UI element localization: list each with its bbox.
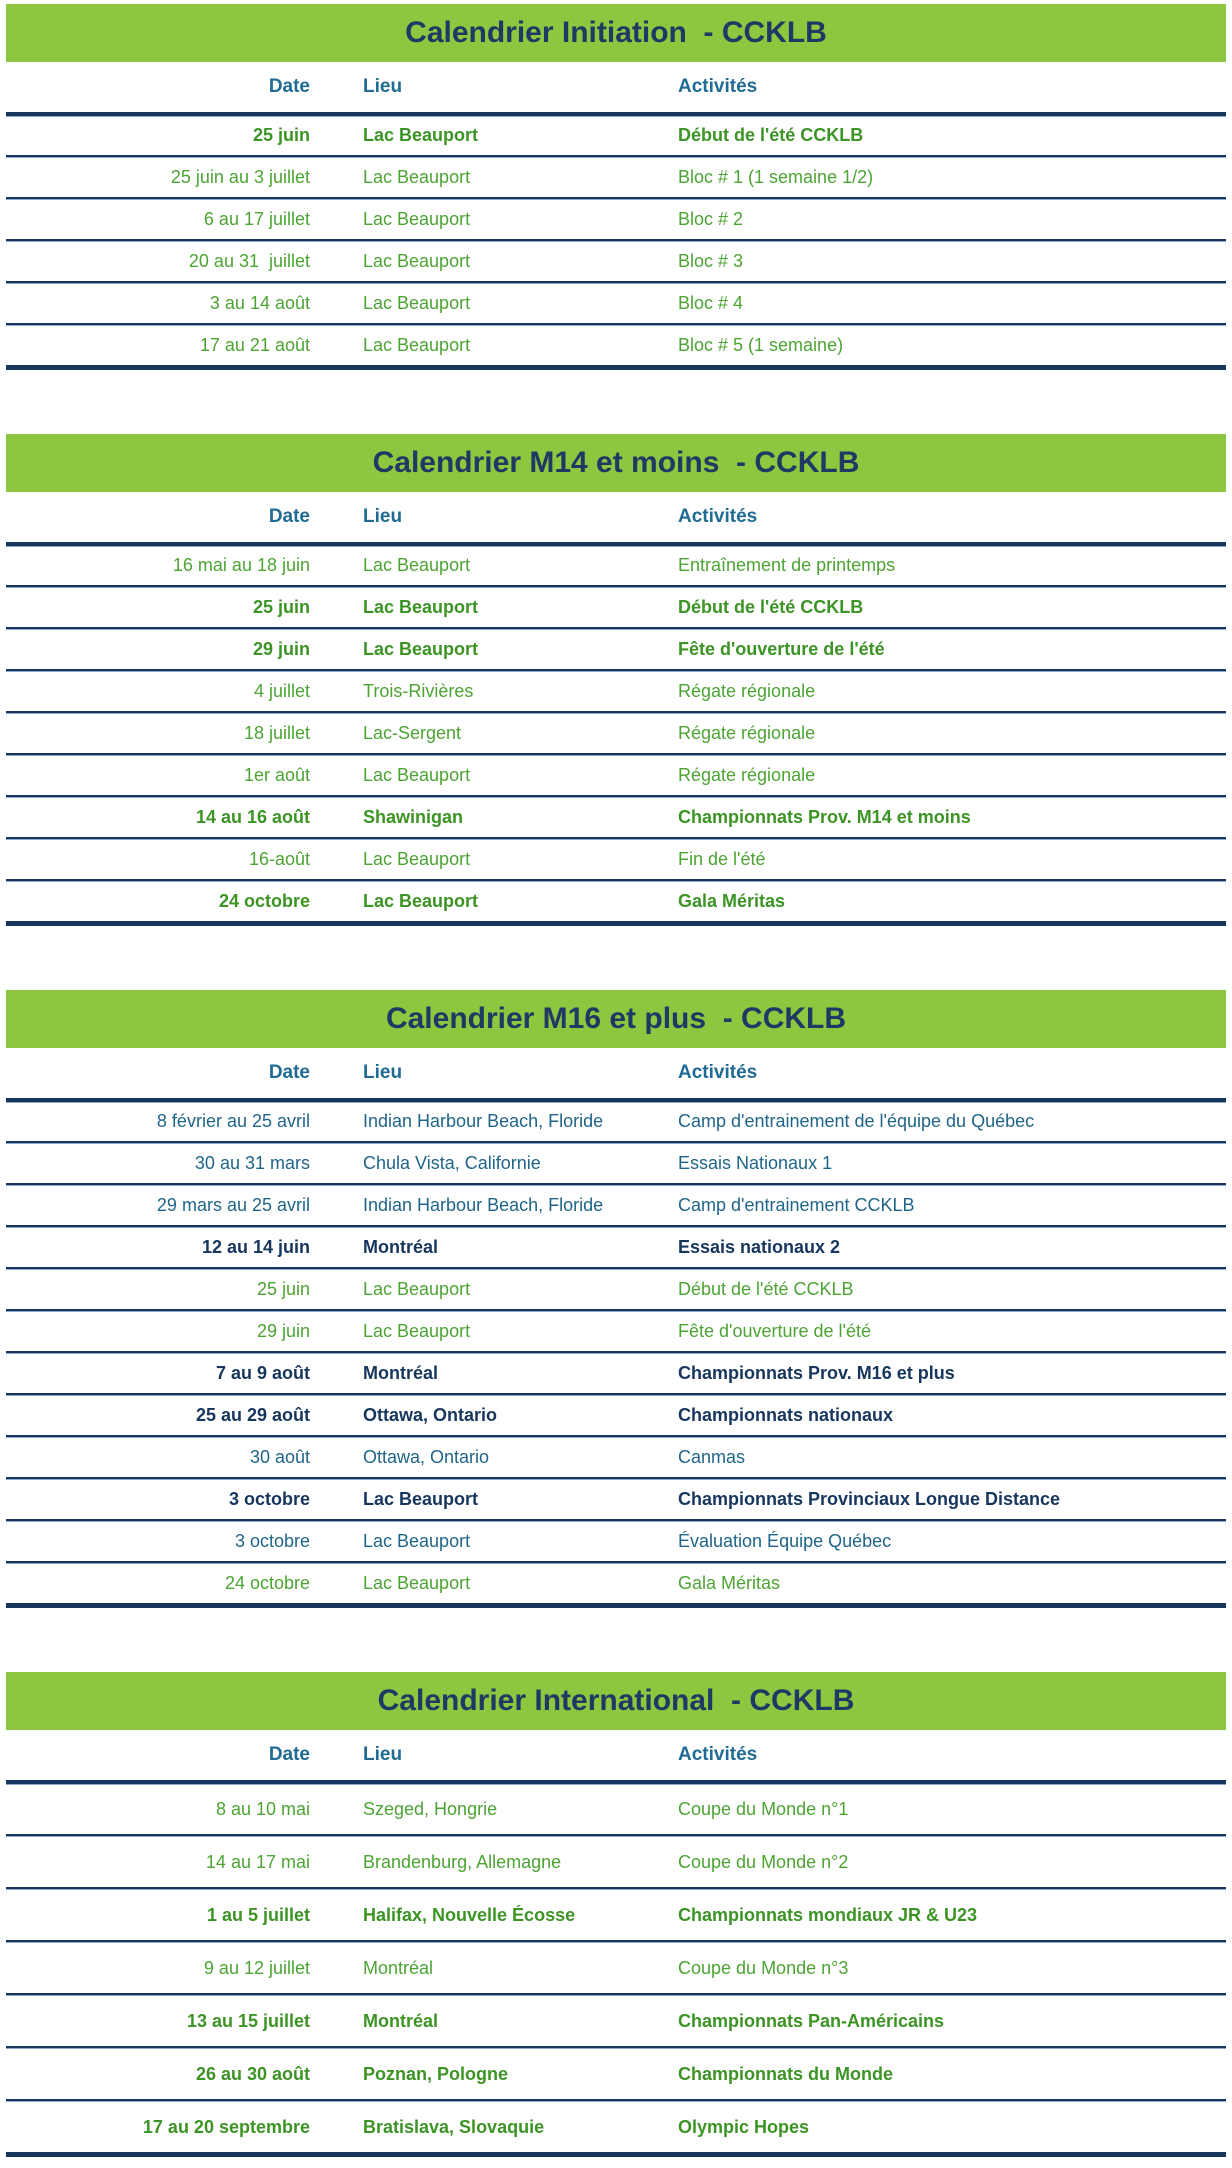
date-cell: 6 au 17 juillet [203, 209, 310, 229]
activite-cell: Gala Méritas [678, 891, 786, 911]
table-row [6, 756, 1226, 795]
calendar-section [6, 434, 1226, 926]
lieu-cell: Lac Beauport [363, 849, 471, 869]
activite-cell: Coupe du Monde n°3 [678, 1957, 849, 1978]
date-cell: 8 février au 25 avril [156, 1111, 310, 1131]
date-cell: 1 au 5 juillet [206, 1904, 310, 1925]
lieu-cell: Trois-Rivières [363, 681, 474, 701]
section-banner [6, 1672, 1226, 1730]
date-cell: 9 au 12 juillet [203, 1957, 310, 1978]
table-row [6, 2049, 1226, 2099]
table-row [6, 714, 1226, 753]
table-row [6, 1996, 1226, 2046]
column-headers [6, 1048, 1226, 1098]
table-row [6, 284, 1226, 323]
date-cell: 17 au 21 août [199, 335, 310, 355]
lieu-cell: Chula Vista, Californie [363, 1153, 541, 1173]
lieu-cell: Lac Beauport [363, 639, 479, 659]
date-cell: 25 juin [256, 1279, 310, 1299]
column-headers [6, 492, 1226, 542]
table-row [6, 798, 1226, 837]
activite-cell: Camp d'entrainement CCKLB [678, 1195, 915, 1215]
section-title: Calendrier Initiation - CCKLB [405, 16, 827, 49]
date-cell: 20 au 31 juillet [188, 251, 310, 271]
table-row [6, 2102, 1226, 2152]
table-row [6, 1480, 1226, 1519]
lieu-cell: Lac Beauport [363, 597, 479, 617]
lieu-cell: Lac-Sergent [363, 723, 462, 743]
lieu-cell: Shawinigan [363, 807, 464, 827]
column-header-lieu: Lieu [363, 76, 403, 97]
column-headers [6, 62, 1226, 112]
activite-cell: Essais Nationaux 1 [678, 1153, 833, 1173]
lieu-cell: Lac Beauport [363, 1321, 471, 1341]
section-title: Calendrier M14 et moins - CCKLB [372, 446, 860, 479]
lieu-cell: Lac Beauport [363, 251, 471, 271]
activite-cell: Championnats du Monde [678, 2063, 893, 2084]
date-cell: 4 juillet [253, 681, 310, 701]
activite-cell: Fête d'ouverture de l'été [678, 639, 885, 659]
activite-cell: Bloc # 2 [678, 209, 744, 229]
table-row [6, 1837, 1226, 1887]
date-cell: 16 mai au 18 juin [172, 555, 310, 575]
table-row [6, 1396, 1226, 1435]
activite-cell: Bloc # 4 [678, 293, 744, 313]
section-banner [6, 990, 1226, 1048]
date-cell: 12 au 14 juin [201, 1237, 310, 1257]
lieu-cell: Lac Beauport [363, 891, 479, 911]
activite-cell: Championnats Prov. M14 et moins [678, 807, 971, 827]
lieu-cell: Lac Beauport [363, 765, 471, 785]
table-row [6, 242, 1226, 281]
lieu-cell: Lac Beauport [363, 293, 471, 313]
activite-cell: Fête d'ouverture de l'été [678, 1321, 871, 1341]
activite-cell: Coupe du Monde n°1 [678, 1798, 849, 1819]
table-row [6, 588, 1226, 627]
activite-cell: Régate régionale [678, 681, 816, 701]
date-cell: 7 au 9 août [215, 1363, 310, 1383]
lieu-cell: Montréal [363, 1957, 434, 1978]
lieu-cell: Halifax, Nouvelle Écosse [363, 1904, 576, 1925]
activite-cell: Régate régionale [678, 765, 816, 785]
activite-cell: Bloc # 1 (1 semaine 1/2) [678, 167, 874, 187]
table-row [6, 1784, 1226, 1834]
column-header-date: Date [268, 1744, 310, 1765]
section-banner [6, 434, 1226, 492]
activite-cell: Championnats Pan-Américains [678, 2010, 945, 2031]
date-cell: 18 juillet [243, 723, 310, 743]
table-row [6, 1102, 1226, 1141]
date-cell: 14 au 16 août [195, 807, 310, 827]
column-header-lieu: Lieu [363, 1744, 403, 1765]
table-row [6, 882, 1226, 921]
lieu-cell: Brandenburg, Allemagne [363, 1851, 562, 1872]
table-end-rule [6, 365, 1226, 370]
date-cell: 24 octobre [218, 891, 310, 911]
lieu-cell: Poznan, Pologne [363, 2063, 509, 2084]
calendar-section [6, 4, 1226, 370]
section-title: Calendrier M16 et plus - CCKLB [385, 1002, 847, 1035]
lieu-cell: Ottawa, Ontario [363, 1405, 498, 1425]
table-row [6, 1522, 1226, 1561]
lieu-cell: Montréal [363, 1237, 439, 1257]
calendar-section [6, 990, 1226, 1608]
column-header-activites: Activités [678, 506, 758, 527]
lieu-cell: Ottawa, Ontario [363, 1447, 490, 1467]
activite-cell: Championnats nationaux [678, 1405, 894, 1425]
activite-cell: Début de l'été CCKLB [678, 1279, 854, 1299]
table-end-rule [6, 921, 1226, 926]
activite-cell: Canmas [678, 1447, 746, 1467]
column-header-date: Date [268, 76, 310, 97]
date-cell: 26 au 30 août [195, 2063, 310, 2084]
column-header-date: Date [268, 1062, 310, 1083]
table-row [6, 1228, 1226, 1267]
lieu-cell: Bratislava, Slovaquie [363, 2116, 545, 2137]
lieu-cell: Lac Beauport [363, 555, 471, 575]
activite-cell: Coupe du Monde n°2 [678, 1851, 849, 1872]
table-row [6, 1270, 1226, 1309]
table-row [6, 1186, 1226, 1225]
lieu-cell: Lac Beauport [363, 1573, 471, 1593]
date-cell: 17 au 20 septembre [142, 2116, 310, 2137]
column-header-activites: Activités [678, 1062, 758, 1083]
table-row [6, 200, 1226, 239]
date-cell: 16-août [248, 849, 310, 869]
lieu-cell: Lac Beauport [363, 1279, 471, 1299]
column-header-lieu: Lieu [363, 506, 403, 527]
table-end-rule [6, 2152, 1226, 2157]
table-row [6, 1943, 1226, 1993]
table-row [6, 840, 1226, 879]
lieu-cell: Lac Beauport [363, 1531, 471, 1551]
activite-cell: Fin de l'été [678, 849, 766, 869]
lieu-cell: Lac Beauport [363, 209, 471, 229]
date-cell: 1er août [243, 765, 310, 785]
activite-cell: Olympic Hopes [678, 2116, 810, 2137]
table-row [6, 1354, 1226, 1393]
lieu-cell: Montréal [363, 1363, 439, 1383]
date-cell: 29 juin [256, 1321, 310, 1341]
activite-cell: Bloc # 5 (1 semaine) [678, 335, 844, 355]
section-banner [6, 4, 1226, 62]
date-cell: 30 août [249, 1447, 310, 1467]
activite-cell: Début de l'été CCKLB [678, 597, 864, 617]
table-row [6, 1438, 1226, 1477]
lieu-cell: Lac Beauport [363, 125, 479, 145]
date-cell: 13 au 15 juillet [186, 2010, 310, 2031]
date-cell: 3 au 14 août [209, 293, 310, 313]
table-row [6, 1564, 1226, 1603]
date-cell: 14 au 17 mai [205, 1851, 310, 1872]
table-row [6, 326, 1226, 365]
table-body [6, 1784, 1226, 2152]
activite-cell: Championnats Prov. M16 et plus [678, 1363, 955, 1383]
column-header-activites: Activités [678, 1744, 758, 1765]
lieu-cell: Lac Beauport [363, 1489, 479, 1509]
table-body [6, 116, 1226, 365]
date-cell: 25 juin au 3 juillet [170, 167, 310, 187]
date-cell: 25 juin [252, 597, 310, 617]
table-row [6, 1144, 1226, 1183]
activite-cell: Championnats Provinciaux Longue Distance [678, 1489, 1061, 1509]
table-row [6, 546, 1226, 585]
table-body [6, 1102, 1226, 1603]
lieu-cell: Indian Harbour Beach, Floride [363, 1195, 604, 1215]
column-header-activites: Activités [678, 76, 758, 97]
table-row [6, 116, 1226, 155]
activite-cell: Évaluation Équipe Québec [678, 1531, 892, 1551]
table-row [6, 630, 1226, 669]
date-cell: 3 octobre [228, 1489, 310, 1509]
activite-cell: Entraînement de printemps [678, 555, 896, 575]
activite-cell: Bloc # 3 [678, 251, 744, 271]
calendar-section [6, 1672, 1226, 2157]
table-row [6, 158, 1226, 197]
date-cell: 29 mars au 25 avril [156, 1195, 310, 1215]
date-cell: 25 au 29 août [195, 1405, 310, 1425]
column-headers [6, 1730, 1226, 1780]
lieu-cell: Szeged, Hongrie [363, 1798, 498, 1819]
date-cell: 24 octobre [224, 1573, 310, 1593]
date-cell: 3 octobre [234, 1531, 310, 1551]
activite-cell: Championnats mondiaux JR & U23 [678, 1904, 978, 1925]
lieu-cell: Lac Beauport [363, 167, 471, 187]
table-end-rule [6, 1603, 1226, 1608]
table-row [6, 1890, 1226, 1940]
date-cell: 8 au 10 mai [215, 1798, 310, 1819]
lieu-cell: Lac Beauport [363, 335, 471, 355]
activite-cell: Essais nationaux 2 [678, 1237, 841, 1257]
table-body [6, 546, 1226, 921]
activite-cell: Camp d'entrainement de l'équipe du Québec [678, 1111, 1035, 1131]
lieu-cell: Indian Harbour Beach, Floride [363, 1111, 604, 1131]
date-cell: 30 au 31 mars [194, 1153, 310, 1173]
column-header-date: Date [268, 506, 310, 527]
lieu-cell: Montréal [363, 2010, 439, 2031]
table-row [6, 672, 1226, 711]
table-row [6, 1312, 1226, 1351]
section-title: Calendrier International - CCKLB [377, 1684, 855, 1717]
activite-cell: Début de l'été CCKLB [678, 125, 864, 145]
activite-cell: Régate régionale [678, 723, 816, 743]
activite-cell: Gala Méritas [678, 1573, 781, 1593]
column-header-lieu: Lieu [363, 1062, 403, 1083]
date-cell: 29 juin [252, 639, 310, 659]
date-cell: 25 juin [252, 125, 310, 145]
